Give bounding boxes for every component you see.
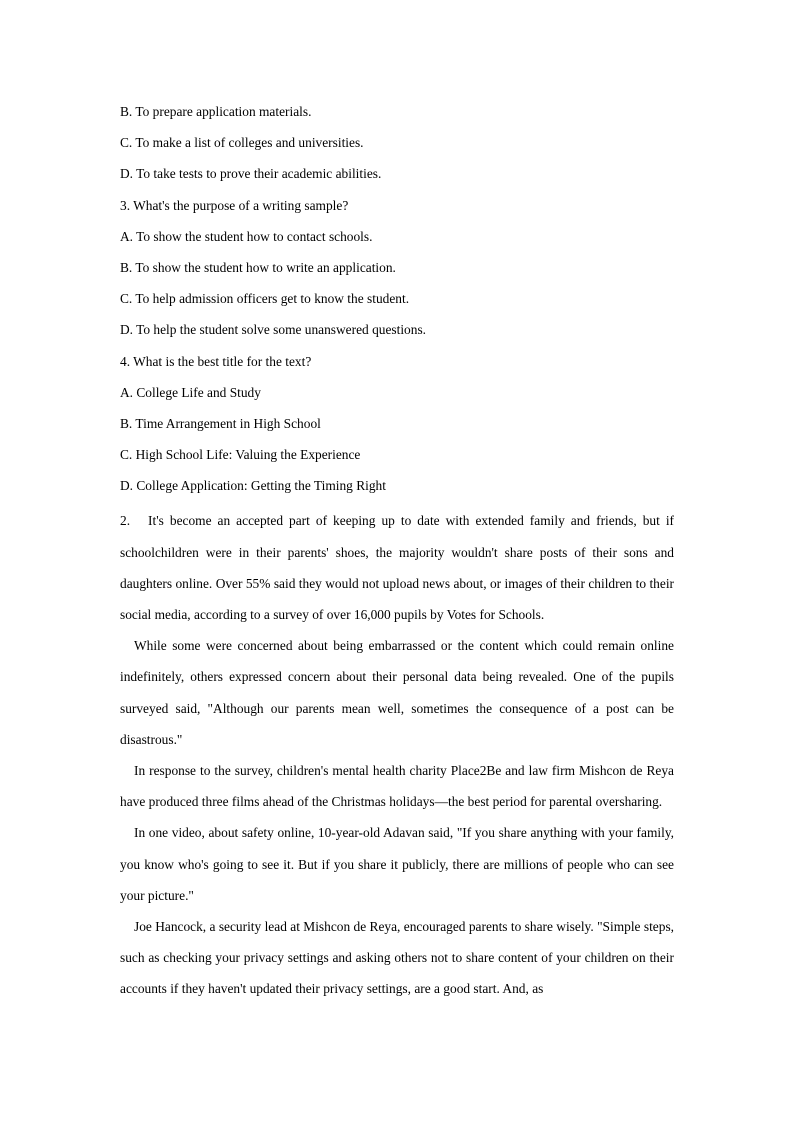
passage2-paragraph-2: While some were concerned about being embarrassed or the content which could remain online indefinitely, others expressed concern about their personal data being revealed. One of the pupils surveyed said, "Although our parents mean well, sometimes the consequence of a post can be disastrous." — [120, 638, 674, 747]
q4-option-d: D. College Application: Getting the Timing Right — [120, 478, 386, 494]
q3-option-a: A. To show the student how to contact schools. — [120, 228, 373, 244]
q4-option-a: A. College Life and Study — [120, 384, 261, 400]
passage2-paragraph-1-text: It's become an accepted part of keeping up to date with extended family and friends, but if schoolchildren were in their parents' shoes, the majority wouldn't share posts of their sons and daughters online. Over 55% said they would not upload news about, or images of their children to their social media, according to a survey of over 16,000 pupils by Votes for Schools. — [120, 513, 674, 623]
passage2-number: 2. — [120, 513, 131, 529]
q2-option-d: D. To take tests to prove their academic abilities. — [120, 166, 382, 182]
q3-option-c: C. To help admission officers get to know the student. — [120, 291, 410, 307]
document-content — [120, 100, 674, 1005]
q3-option-b: B. To show the student how to write an application. — [120, 259, 396, 275]
q2-option-c: C. To make a list of colleges and universities. — [120, 135, 364, 151]
q3-option-d: D. To help the student solve some unanswered questions. — [120, 322, 427, 338]
q2-option-b: B. To prepare application materials. — [120, 104, 312, 119]
q4-option-b: B. Time Arrangement in High School — [120, 415, 321, 431]
passage2-paragraph-4: In one video, about safety online, 10-year-old Adavan said, "If you share anything with your family, you know who's going to see it. But if you share it publicly, there are millions of people who can see your picture." — [120, 825, 674, 903]
passage2-paragraph-3: In response to the survey, children's mental health charity Place2Be and law firm Mishcon de Reya have produced three films ahead of the Christmas holidays—the best period for parental oversharing. — [120, 763, 674, 810]
passage2-paragraph-1 — [120, 505, 674, 630]
q3-stem: 3. What's the purpose of a writing sample? — [120, 197, 349, 213]
q4-stem: 4. What is the best title for the text? — [120, 353, 312, 369]
q4-option-c: C. High School Life: Valuing the Experience — [120, 447, 361, 463]
passage2-paragraph-5: Joe Hancock, a security lead at Mishcon de Reya, encouraged parents to share wisely. "Simple steps, such as checking your privacy settings and asking others not to share content of your children on their accounts if they haven't updated their privacy settings, are a good start. And, as — [120, 919, 674, 997]
